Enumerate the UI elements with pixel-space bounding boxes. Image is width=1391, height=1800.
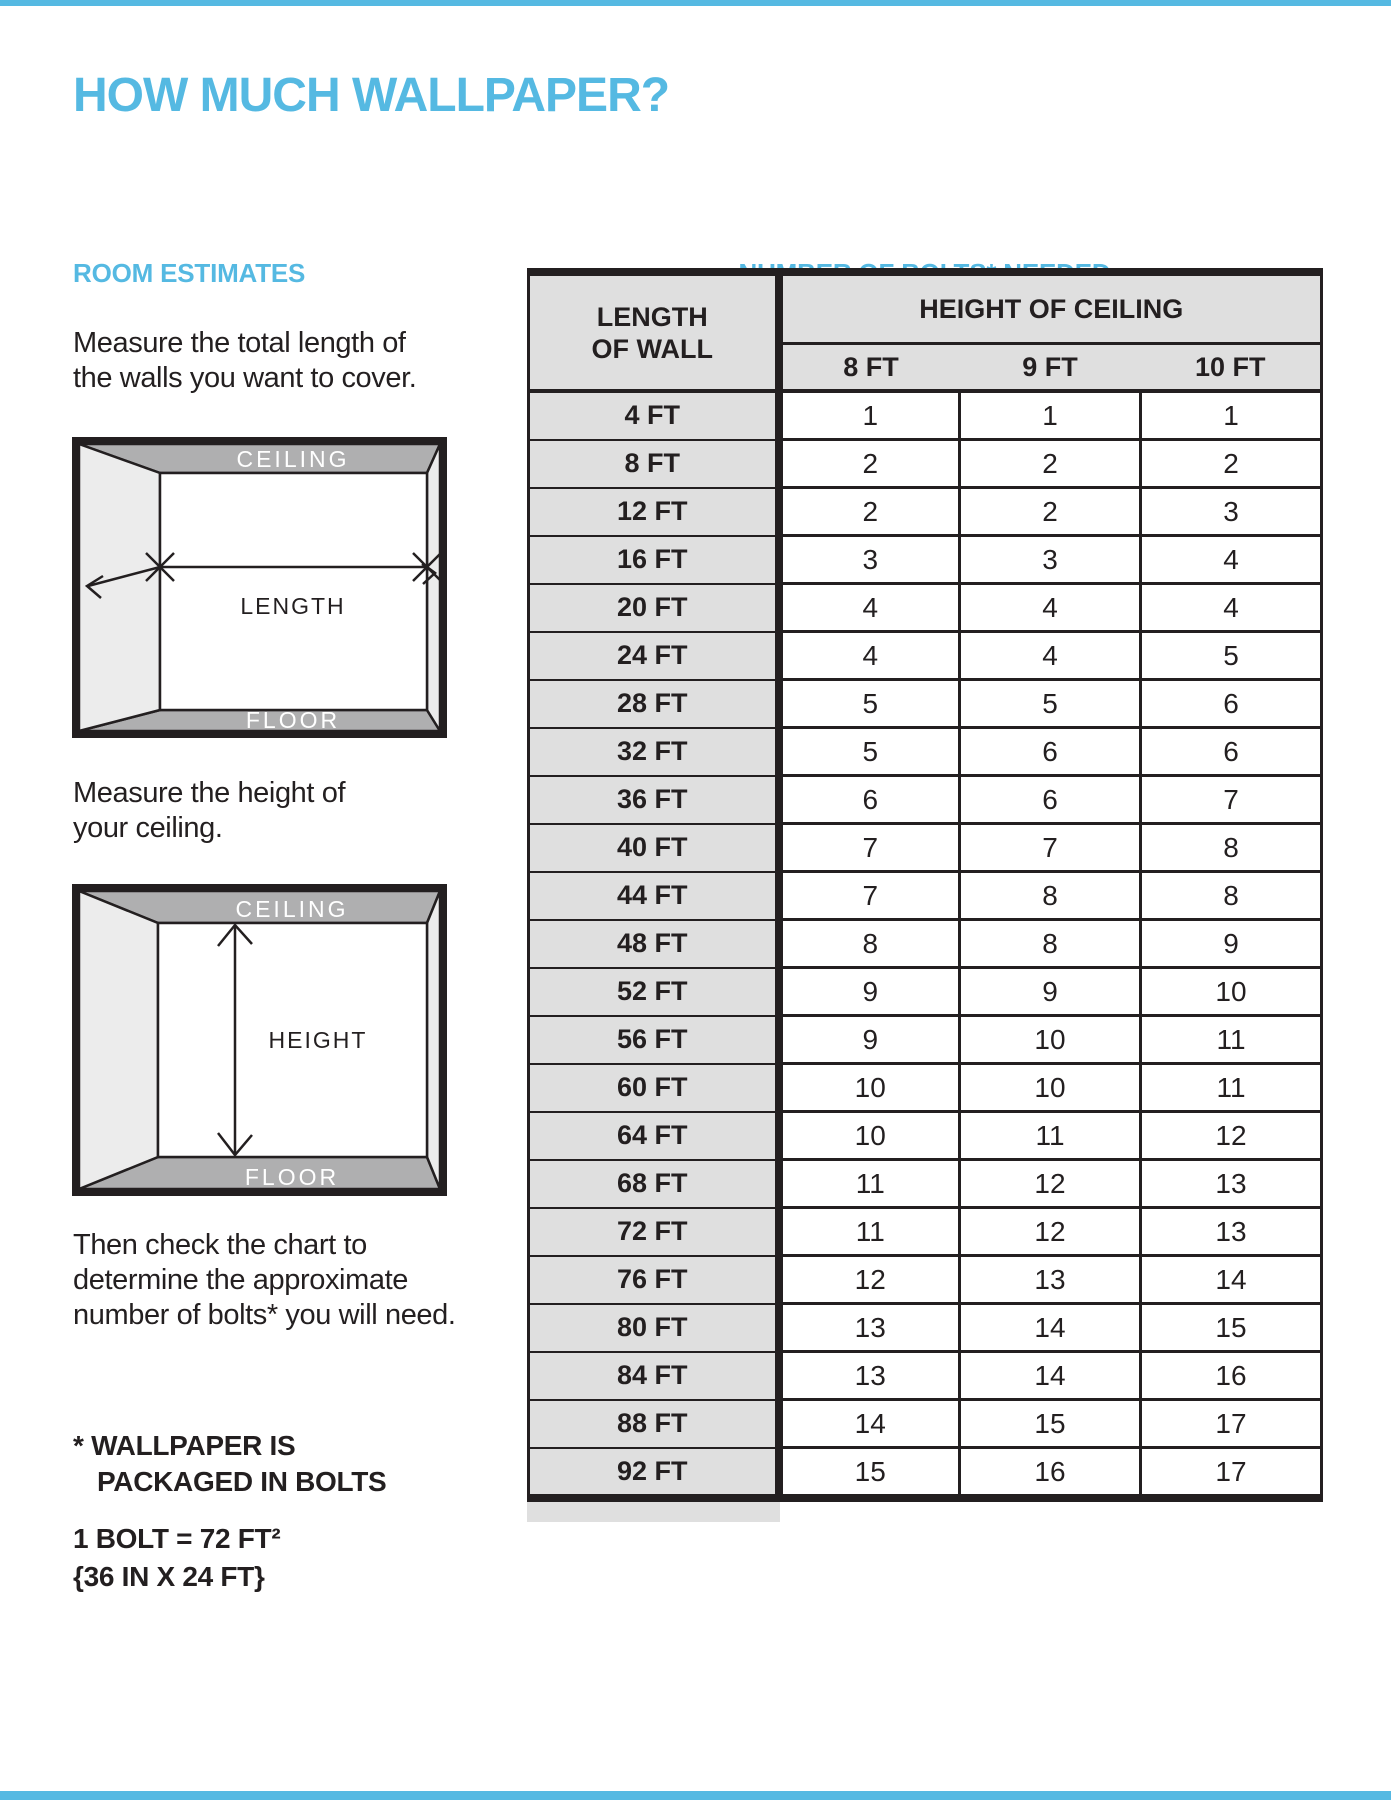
right-wall — [427, 891, 440, 1189]
table-row — [529, 824, 1322, 872]
bolt-count-cell: 14 — [960, 1304, 1141, 1352]
bolt-count-cell: 13 — [1141, 1208, 1322, 1256]
bolt-equation: 1 BOLT = 72 FT² — [73, 1523, 281, 1554]
bolt-count-cell: 11 — [779, 1208, 960, 1256]
bolt-count-cell: 17 — [1141, 1400, 1322, 1448]
bolt-count-cell: 8 — [960, 920, 1141, 968]
bolt-count-cell: 12 — [1141, 1112, 1322, 1160]
bolt-count-cell: 9 — [1141, 920, 1322, 968]
left-wall — [79, 444, 160, 731]
text-line: determine the approximate — [73, 1264, 408, 1296]
table-row — [529, 1352, 1322, 1400]
bolt-count-cell: 9 — [779, 1016, 960, 1064]
header-line: LENGTH — [596, 301, 708, 332]
bolt-count-cell: 9 — [960, 968, 1141, 1016]
bolt-count-cell: 6 — [779, 776, 960, 824]
ceiling-8ft-header: 8 FT — [779, 344, 960, 392]
ceiling-9ft-header: 9 FT — [960, 344, 1141, 392]
bolt-count-cell: 3 — [960, 536, 1141, 584]
bolt-count-cell: 4 — [960, 632, 1141, 680]
text-line: * WALLPAPER IS — [73, 1430, 296, 1461]
bolt-count-cell: 14 — [960, 1352, 1141, 1400]
bolt-count-cell: 14 — [1141, 1256, 1322, 1304]
bolt-count-cell: 12 — [960, 1208, 1141, 1256]
bolt-count-cell: 5 — [1141, 632, 1322, 680]
bolt-count-cell: 7 — [779, 872, 960, 920]
text-line: Measure the total length of — [73, 327, 406, 359]
bolt-count-cell: 12 — [960, 1160, 1141, 1208]
wall-length-cell: 32 FT — [529, 728, 779, 776]
bolt-count-cell: 7 — [779, 824, 960, 872]
bolt-count-cell: 2 — [779, 488, 960, 536]
bolt-count-cell: 6 — [960, 728, 1141, 776]
step-1-instruction — [73, 326, 416, 396]
wall-length-cell: 64 FT — [529, 1112, 779, 1160]
bolt-count-cell: 10 — [779, 1112, 960, 1160]
bolt-count-cell: 4 — [779, 632, 960, 680]
bolt-count-cell: 1 — [779, 391, 960, 440]
bolt-count-cell: 13 — [1141, 1160, 1322, 1208]
table-row — [529, 1400, 1322, 1448]
wall-length-cell: 84 FT — [529, 1352, 779, 1400]
table-cut-edge — [527, 1502, 780, 1522]
bolt-count-cell: 5 — [779, 728, 960, 776]
bolt-count-cell: 10 — [960, 1064, 1141, 1112]
table-row — [529, 632, 1322, 680]
table-row — [529, 1448, 1322, 1499]
wall-length-cell: 76 FT — [529, 1256, 779, 1304]
table-row — [529, 1112, 1322, 1160]
table-row — [529, 920, 1322, 968]
bolt-count-cell: 11 — [1141, 1064, 1322, 1112]
wall-length-cell: 36 FT — [529, 776, 779, 824]
bolt-count-cell: 5 — [779, 680, 960, 728]
wall-length-cell: 24 FT — [529, 632, 779, 680]
wall-length-cell: 60 FT — [529, 1064, 779, 1112]
bolt-count-cell: 4 — [1141, 536, 1322, 584]
text-line: Then check the chart to — [73, 1229, 367, 1261]
text-line: number of bolts* you will need. — [73, 1299, 456, 1331]
table-row — [529, 1304, 1322, 1352]
bolt-count-cell: 8 — [779, 920, 960, 968]
bolt-count-cell: 6 — [1141, 728, 1322, 776]
wall-length-cell: 56 FT — [529, 1016, 779, 1064]
text-line: your ceiling. — [73, 812, 223, 844]
table-row — [529, 440, 1322, 488]
table-row — [529, 872, 1322, 920]
bolt-count-cell: 10 — [779, 1064, 960, 1112]
ceiling-label: CEILING — [236, 446, 350, 472]
bolt-count-cell: 4 — [1141, 584, 1322, 632]
bolt-count-cell: 8 — [960, 872, 1141, 920]
wall-length-cell: 72 FT — [529, 1208, 779, 1256]
wall-length-cell: 88 FT — [529, 1400, 779, 1448]
bolt-count-cell: 8 — [1141, 824, 1322, 872]
table-row — [529, 1256, 1322, 1304]
right-wall — [427, 444, 440, 731]
height-label: HEIGHT — [268, 1027, 368, 1053]
ceiling-10ft-header: 10 FT — [1141, 344, 1322, 392]
room-length-diagram — [72, 437, 447, 738]
bolt-count-cell: 12 — [779, 1256, 960, 1304]
bolt-count-cell: 2 — [779, 440, 960, 488]
wall-length-cell: 16 FT — [529, 536, 779, 584]
ceiling-label: CEILING — [235, 896, 349, 922]
bolt-count-cell: 16 — [960, 1448, 1141, 1499]
bolt-count-cell: 4 — [779, 584, 960, 632]
bolts-table — [527, 268, 1323, 1502]
table-row — [529, 776, 1322, 824]
bolt-count-cell: 5 — [960, 680, 1141, 728]
bolt-count-cell: 1 — [1141, 391, 1322, 440]
wall-length-cell: 92 FT — [529, 1448, 779, 1499]
bolt-count-cell: 15 — [1141, 1304, 1322, 1352]
bolt-count-cell: 13 — [779, 1304, 960, 1352]
bolt-count-cell: 11 — [779, 1160, 960, 1208]
wall-length-cell: 20 FT — [529, 584, 779, 632]
bolt-count-cell: 11 — [1141, 1016, 1322, 1064]
text-line: the walls you want to cover. — [73, 362, 417, 394]
bolt-count-cell: 8 — [1141, 872, 1322, 920]
bolt-count-cell: 3 — [779, 536, 960, 584]
wall-length-cell: 44 FT — [529, 872, 779, 920]
table-row — [529, 1064, 1322, 1112]
table-row — [529, 391, 1322, 440]
wall-length-cell: 12 FT — [529, 488, 779, 536]
table-row — [529, 680, 1322, 728]
wall-length-cell: 80 FT — [529, 1304, 779, 1352]
bolt-count-cell: 3 — [1141, 488, 1322, 536]
bolt-count-cell: 15 — [960, 1400, 1141, 1448]
bolt-count-cell: 4 — [960, 584, 1141, 632]
wall-length-cell: 4 FT — [529, 391, 779, 440]
bolt-count-cell: 15 — [779, 1448, 960, 1499]
table-row — [529, 1160, 1322, 1208]
bolt-count-cell: 7 — [1141, 776, 1322, 824]
bolt-count-cell: 11 — [960, 1112, 1141, 1160]
table-row — [529, 1016, 1322, 1064]
room-height-diagram — [72, 884, 447, 1196]
table-row — [529, 968, 1322, 1016]
bolts-table-container — [527, 268, 1323, 1522]
header-line: OF WALL — [591, 333, 713, 364]
length-label: LENGTH — [240, 593, 346, 619]
wall-length-cell: 40 FT — [529, 824, 779, 872]
wall-length-cell: 8 FT — [529, 440, 779, 488]
top-border-bar — [0, 0, 1391, 6]
bolt-count-cell: 2 — [960, 440, 1141, 488]
wall-length-cell: 52 FT — [529, 968, 779, 1016]
bolt-count-cell: 2 — [1141, 440, 1322, 488]
left-wall — [79, 891, 158, 1189]
step-2-instruction — [73, 776, 345, 846]
bolt-count-cell: 2 — [960, 488, 1141, 536]
wall-length-cell: 68 FT — [529, 1160, 779, 1208]
table-row — [529, 1208, 1322, 1256]
page-title: HOW MUCH WALLPAPER? — [73, 69, 670, 122]
bolt-count-cell: 6 — [1141, 680, 1322, 728]
text-line: Measure the height of — [73, 777, 346, 809]
bolt-count-cell: 16 — [1141, 1352, 1322, 1400]
table-row — [529, 728, 1322, 776]
bolt-count-cell: 10 — [1141, 968, 1322, 1016]
bolt-count-cell: 9 — [779, 968, 960, 1016]
bolt-dimensions: {36 IN X 24 FT} — [73, 1561, 265, 1592]
bolt-size-info — [73, 1520, 280, 1596]
bolt-count-cell: 17 — [1141, 1448, 1322, 1499]
bolt-count-cell: 14 — [779, 1400, 960, 1448]
step-3-instruction — [73, 1228, 456, 1333]
floor-label: FLOOR — [244, 1164, 340, 1190]
wall-length-cell: 48 FT — [529, 920, 779, 968]
bolt-count-cell: 13 — [960, 1256, 1141, 1304]
height-of-ceiling-header: HEIGHT OF CEILING — [779, 272, 1322, 344]
bolt-count-cell: 6 — [960, 776, 1141, 824]
bolt-count-cell: 7 — [960, 824, 1141, 872]
table-row — [529, 584, 1322, 632]
bolts-footnote — [73, 1428, 386, 1500]
table-header-row — [529, 272, 1322, 344]
bolt-count-cell: 10 — [960, 1016, 1141, 1064]
length-of-wall-header — [529, 272, 779, 391]
wall-length-cell: 28 FT — [529, 680, 779, 728]
bolt-count-cell: 1 — [960, 391, 1141, 440]
floor-label: FLOOR — [245, 707, 341, 733]
room-estimates-heading: ROOM ESTIMATES — [73, 258, 306, 288]
table-row — [529, 488, 1322, 536]
back-wall — [160, 473, 427, 710]
text-line: PACKAGED IN BOLTS — [97, 1466, 387, 1497]
bolt-count-cell: 13 — [779, 1352, 960, 1400]
bottom-border-bar — [0, 1791, 1391, 1800]
table-row — [529, 536, 1322, 584]
